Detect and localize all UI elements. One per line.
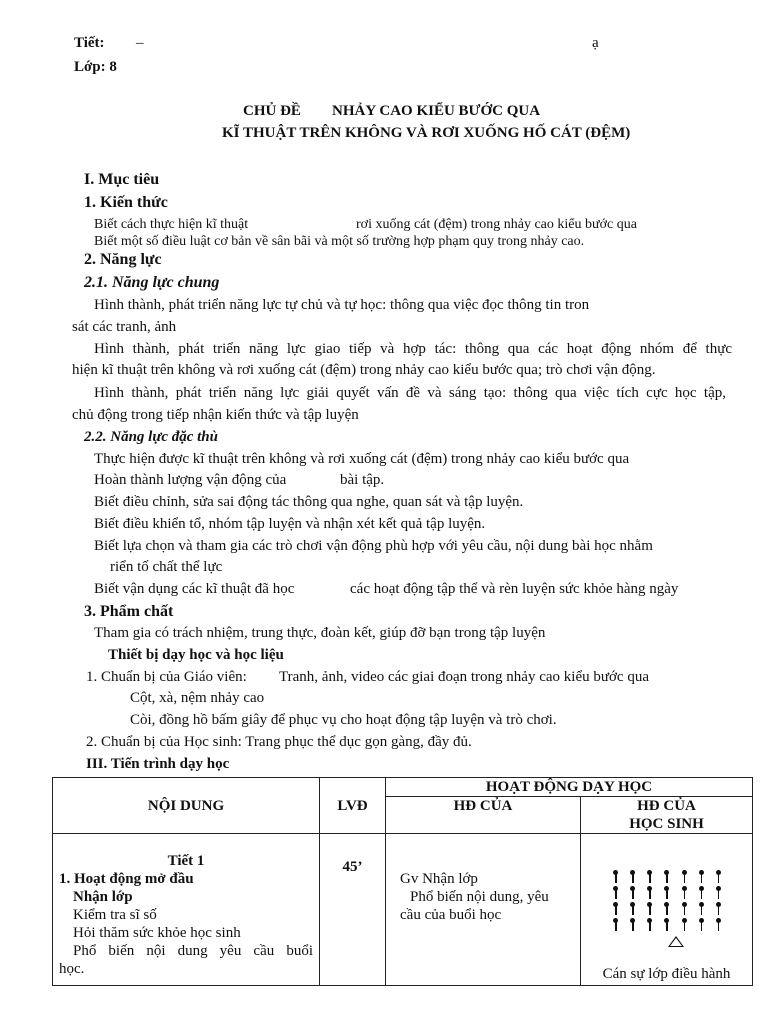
header-hoat-dong-day-hoc: HOẠT ĐỘNG DẠY HỌC	[386, 778, 753, 797]
pho-bien-noi-dung: Phổ biến nội dung yêu cầu buổi	[73, 943, 313, 959]
nhan-lop: Nhận lớp	[73, 889, 133, 905]
pho-bien-noi-dung-cont: học.	[59, 961, 85, 977]
chuan-bi-gv-2: Cột, xà, nệm nhảy cao	[130, 690, 265, 706]
section-muc-tieu: I. Mục tiêu	[84, 171, 160, 188]
header-right-mark: ạ	[592, 35, 599, 51]
gv-pho-bien: Phổ biến nội dung, yêu	[410, 889, 549, 905]
heading-nang-luc-dac-thu: 2.2. Năng lực đặc thù	[84, 429, 218, 445]
nldt-1: Thực hiện được kĩ thuật trên không và rơi xuống cát (đệm) trong nhảy cao kiểu bước qua	[94, 451, 630, 467]
student-icon	[698, 870, 705, 883]
nldt-6a: Biết vận dụng các kĩ thuật đã học	[94, 581, 295, 597]
student-icon	[646, 886, 653, 899]
nldt-5b: riển tố chất thể lực	[110, 559, 223, 575]
nldt-6b: các hoạt động tập thể và rèn luyện sức khỏe hàng ngày	[350, 581, 679, 597]
student-icon	[612, 870, 619, 883]
student-icon	[663, 870, 670, 883]
section-tien-trinh: III. Tiến trình dạy học	[86, 756, 230, 772]
student-icon	[681, 918, 688, 931]
chuan-bi-hs: 2. Chuẩn bị của Học sinh: Trang phục thể dục gọn gàng, đầy đủ.	[86, 734, 472, 750]
student-icon	[698, 886, 705, 899]
student-formation	[612, 870, 722, 934]
nldt-2a: Hoàn thành lượng vận động của	[94, 472, 287, 488]
lvd-value: 45’	[320, 834, 386, 986]
nlc-2a: Hình thành, phát triển năng lực giao tiếp và hợp tác: thông qua các hoạt động nhóm để thực	[94, 341, 732, 357]
student-icon	[646, 870, 653, 883]
student-icon	[715, 918, 722, 931]
nldt-4: Biết điều khiển tổ, nhóm tập luyện và nhận xét kết quả tập luyện.	[94, 516, 486, 532]
header-lvd: LVĐ	[320, 778, 386, 834]
hoat-dong-mo-dau: 1. Hoạt động mở đầu	[59, 871, 194, 887]
teacher-triangle-icon	[668, 936, 684, 947]
student-icon	[715, 870, 722, 883]
kien-thuc-1a: Biết cách thực hiện kĩ thuật	[94, 217, 249, 232]
student-icon	[663, 902, 670, 915]
title-subtopic: KĨ THUẬT TRÊN KHÔNG VÀ RƠI XUỐNG HỐ CÁT (ĐỆM)	[222, 125, 631, 141]
student-icon	[612, 886, 619, 899]
nlc-1b: sát các tranh, ảnh	[72, 319, 177, 335]
lop-label: Lớp: 8	[74, 59, 117, 75]
student-icon	[663, 886, 670, 899]
nldt-2b: bài tập.	[340, 472, 385, 488]
kiem-tra-si-so: Kiểm tra sĩ số	[73, 907, 157, 923]
pham-chat-1: Tham gia có trách nhiệm, trung thực, đoàn kết, giúp đỡ bạn trong tập luyện	[94, 625, 546, 641]
section-thiet-bi: Thiết bị dạy học và học liệu	[108, 647, 284, 663]
student-icon	[715, 886, 722, 899]
gv-pho-bien-cont: cầu của buổi học	[400, 907, 502, 923]
student-icon	[681, 870, 688, 883]
hoi-tham-suc-khoe: Hỏi thăm sức khỏe học sinh	[73, 925, 241, 941]
student-icon	[629, 870, 636, 883]
student-icon	[698, 902, 705, 915]
student-icon	[681, 886, 688, 899]
title-chude: CHỦ ĐỀ	[243, 103, 301, 119]
student-icon	[612, 902, 619, 915]
kien-thuc-2: Biết một số điều luật cơ bản về sân bãi và một số trường hợp phạm quy trong nhảy cao.	[94, 234, 585, 249]
student-icon	[715, 902, 722, 915]
student-icon	[629, 902, 636, 915]
header-noi-dung: NỘI DUNG	[53, 778, 320, 834]
student-icon	[629, 918, 636, 931]
chuan-bi-gv-label: 1. Chuẩn bị của Giáo viên:	[86, 669, 247, 685]
nlc-1a: Hình thành, phát triển năng lực tự chủ và tự học: thông qua việc đọc thông tin tron	[94, 297, 590, 313]
chuan-bi-gv-3: Còi, đồng hồ bấm giây để phục vụ cho hoạt động tập luyện và trò chơi.	[130, 712, 557, 728]
nlc-3b: chủ động trong tiếp nhận kiến thức và tập luyện	[72, 407, 359, 423]
student-icon	[646, 918, 653, 931]
kien-thuc-1b: rơi xuống cát (đệm) trong nhảy cao kiểu bước qua	[356, 217, 637, 232]
nldt-5a: Biết lựa chọn và tham gia các trò chơi vận động phù hợp với yêu cầu, nội dung bài học nhằm	[94, 538, 653, 554]
heading-nang-luc: 2. Năng lực	[84, 251, 162, 268]
student-icon	[681, 902, 688, 915]
tiet-label: Tiết:	[74, 35, 105, 51]
title-topic: NHẢY CAO KIỂU BƯỚC QUA	[332, 103, 541, 119]
heading-nang-luc-chung: 2.1. Năng lực chung	[84, 274, 220, 291]
nldt-3: Biết điều chỉnh, sửa sai động tác thông qua nghe, quan sát và tập luyện.	[94, 494, 524, 510]
student-icon	[698, 918, 705, 931]
student-icon	[612, 918, 619, 931]
header-hd-gv: HĐ CỦA	[386, 797, 581, 834]
student-icon	[646, 902, 653, 915]
chuan-bi-gv-1: Tranh, ảnh, video các giai đoạn trong nhảy cao kiểu bước qua	[279, 669, 649, 685]
nlc-2b: hiện kĩ thuật trên không và rơi xuống cát (đệm) trong nhảy cao kiểu bước qua; trò chơi vận động.	[72, 362, 656, 378]
hs-caption: Cán sự lớp điều hành	[602, 966, 731, 982]
student-icon	[629, 886, 636, 899]
gv-nhan-lop: Gv Nhận lớp	[400, 871, 478, 887]
nlc-3a: Hình thành, phát triển năng lực giải quyết vấn đề và sáng tạo: thông qua việc tích cực học tập,	[94, 385, 726, 401]
student-icon	[663, 918, 670, 931]
heading-pham-chat: 3. Phẩm chất	[84, 603, 174, 620]
tiet-1: Tiết 1	[167, 853, 205, 869]
tiet-dash: –	[136, 35, 144, 51]
header-hd-hs: HĐ CỦA HỌC SINH	[581, 797, 753, 834]
heading-kien-thuc: 1. Kiến thức	[84, 194, 168, 211]
